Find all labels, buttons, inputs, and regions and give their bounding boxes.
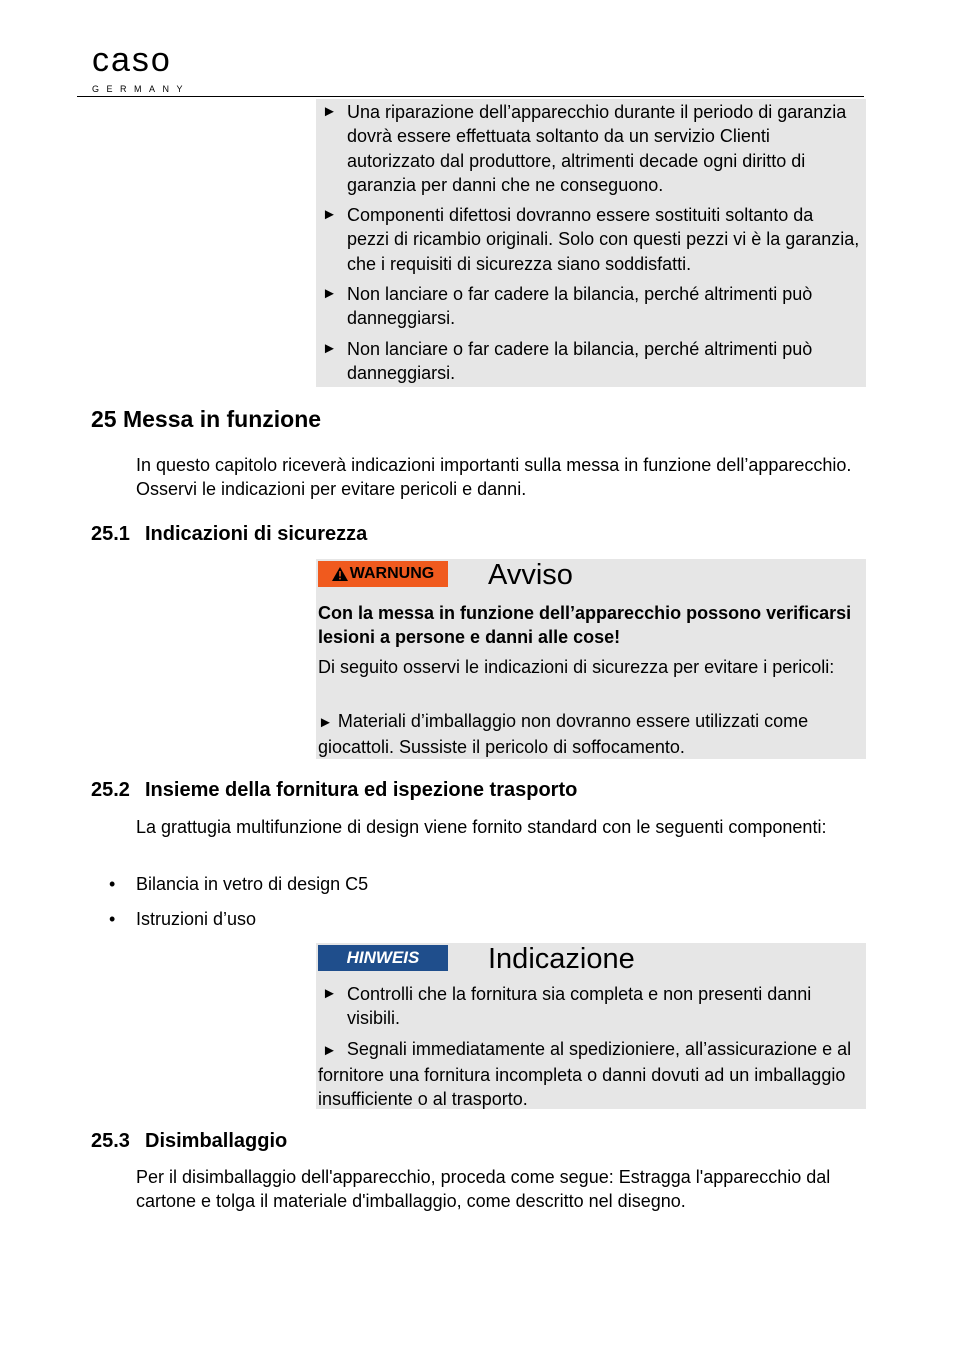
caso-logo (78, 34, 204, 104)
header-divider (77, 96, 864, 97)
bullet-item: ► Controlli che la fornitura sia completa e non presenti danni visibili. (322, 984, 812, 1029)
subsection-text: La grattugia multifunzione di design viene fornito standard con le seguenti componenti: (136, 817, 827, 837)
warning-bold-text: Con la messa in funzione dell’apparecchio possono verificarsi lesioni a persone e danni alle cose! (318, 603, 852, 648)
warning-bullet: ► Materiali d’imballaggio non dovranno essere utilizzati come giocattoli. Sussiste il pericolo di soffocamento. (318, 711, 809, 758)
bullet-arrow-icon: ► (322, 206, 337, 224)
bullet-item: ► Una riparazione dell’apparecchio durante il periodo di garanzia dovrà essere effettuata soltanto da un servizio Clienti autorizzato dal produttore, altrimenti decade ogni diritto di garanzia per danni che ne conseguono. (322, 102, 847, 195)
subsection-heading: 25.3 Disimballaggio (91, 1130, 288, 1152)
section-intro-text: In questo capitolo riceverà indicazioni importanti sulla messa in funzione dell’apparecchio. Osservi le indicazioni per evitare pericoli e danni. (136, 455, 852, 500)
list-item: Istruzioni d’uso (136, 909, 257, 929)
warning-badge: WARNUNG (318, 561, 448, 587)
bullet-arrow-icon: ► (322, 103, 337, 120)
warning-text: Di seguito osservi le indicazioni di sicurezza per evitare i pericoli: (318, 657, 835, 677)
warning-title: Avviso (488, 559, 573, 591)
bullet-item: ► Componenti difettosi dovranno essere sostituiti soltanto da pezzi di ricambio originali. Solo con questi pezzi vi è la garanzia, che i requisiti di sicurezza siano soddisfatti. (322, 205, 860, 274)
bullet-item: ► Non lanciare o far cadere la bilancia, perché altrimenti può danneggiarsi. (322, 338, 813, 383)
warning-box (316, 559, 866, 759)
bullet-arrow-icon: ► (318, 714, 333, 731)
list-item: Bilancia in vetro di design C5 (136, 874, 369, 894)
note-box (316, 943, 866, 1109)
bullet-item: ► Segnali immediatamente al spedizioniere, all’assicurazione e al fornitore una fornitura incompleta o danni dovuti ad un imballaggio insufficiente o al trasporto. (318, 1038, 852, 1110)
safety-box-top (316, 99, 866, 387)
bullet-arrow-icon: ► (322, 339, 337, 357)
warning-triangle-icon (332, 567, 348, 581)
note-badge: HINWEIS (318, 945, 448, 971)
note-title: Indicazione (488, 943, 635, 975)
section-heading: 25 Messa in funzione (91, 406, 322, 432)
logo-wordmark: caso (92, 41, 172, 79)
bullet-arrow-icon: ► (322, 1041, 337, 1059)
subsection-heading: 25.1 Indicazioni di sicurezza (91, 523, 368, 545)
bullet-item: ► Non lanciare o far cadere la bilancia, perché altrimenti può danneggiarsi. (322, 284, 813, 329)
subsection-heading: 25.2 Insieme della fornitura ed ispezione trasporto (91, 779, 578, 801)
list-bullet: • (109, 874, 116, 894)
subsection-text: Per il disimballaggio dell'apparecchio, proceda come segue: Estragga l'apparecchio dal cartone e tolga il materiale d'imballaggio, come descritto nel disegno. (136, 1167, 831, 1212)
logo-subtitle: GERMANY (92, 84, 191, 94)
bullet-arrow-icon: ► (322, 985, 337, 1002)
list-bullet: • (109, 909, 116, 929)
bullet-arrow-icon: ► (322, 285, 337, 303)
